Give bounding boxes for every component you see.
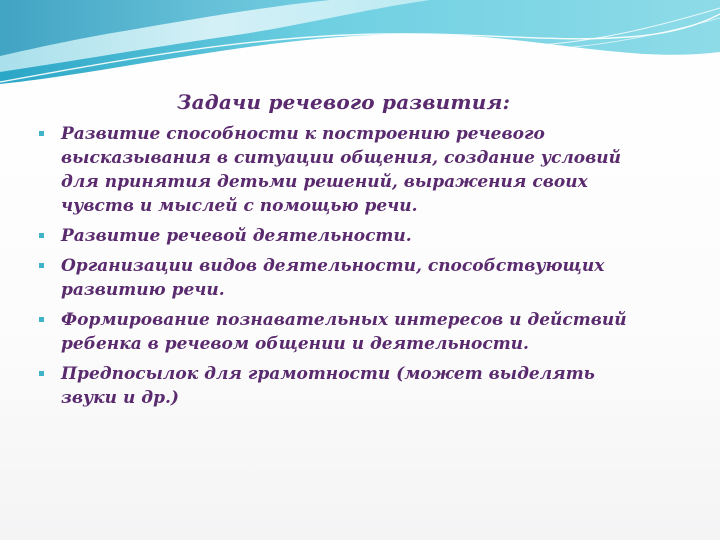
list-item-text: Развитие способности к построению речевого высказывания в ситуации общения, создание условий для принятия детьми решений, выражения своих чувств и мыслей с помощью речи.: [61, 124, 622, 216]
slide-content: [36, 88, 651, 416]
bullet-square-icon: [39, 233, 44, 238]
slide-title: Задачи речевого развития:: [177, 90, 511, 114]
bullet-square-icon: [39, 371, 44, 376]
list-item-text: Предпосылок для грамотности (может выделять звуки и др.): [61, 364, 595, 408]
list-item-text: Организации видов деятельности, способствующих развитию речи.: [61, 256, 605, 300]
bullet-square-icon: [39, 263, 44, 268]
list-item: [36, 362, 651, 410]
bullet-square-icon: [39, 131, 44, 136]
list-item-text: Развитие речевой деятельности.: [61, 226, 412, 246]
list-item: [36, 224, 651, 248]
list-item-text: Формирование познавательных интересов и действий ребенка в речевом общении и деятельности.: [61, 310, 627, 354]
bullet-square-icon: [39, 317, 44, 322]
list-item: [36, 122, 651, 218]
list-item: [36, 308, 651, 356]
wave-header-decoration: [0, 0, 720, 90]
task-list: [36, 122, 651, 410]
list-item: [36, 254, 651, 302]
